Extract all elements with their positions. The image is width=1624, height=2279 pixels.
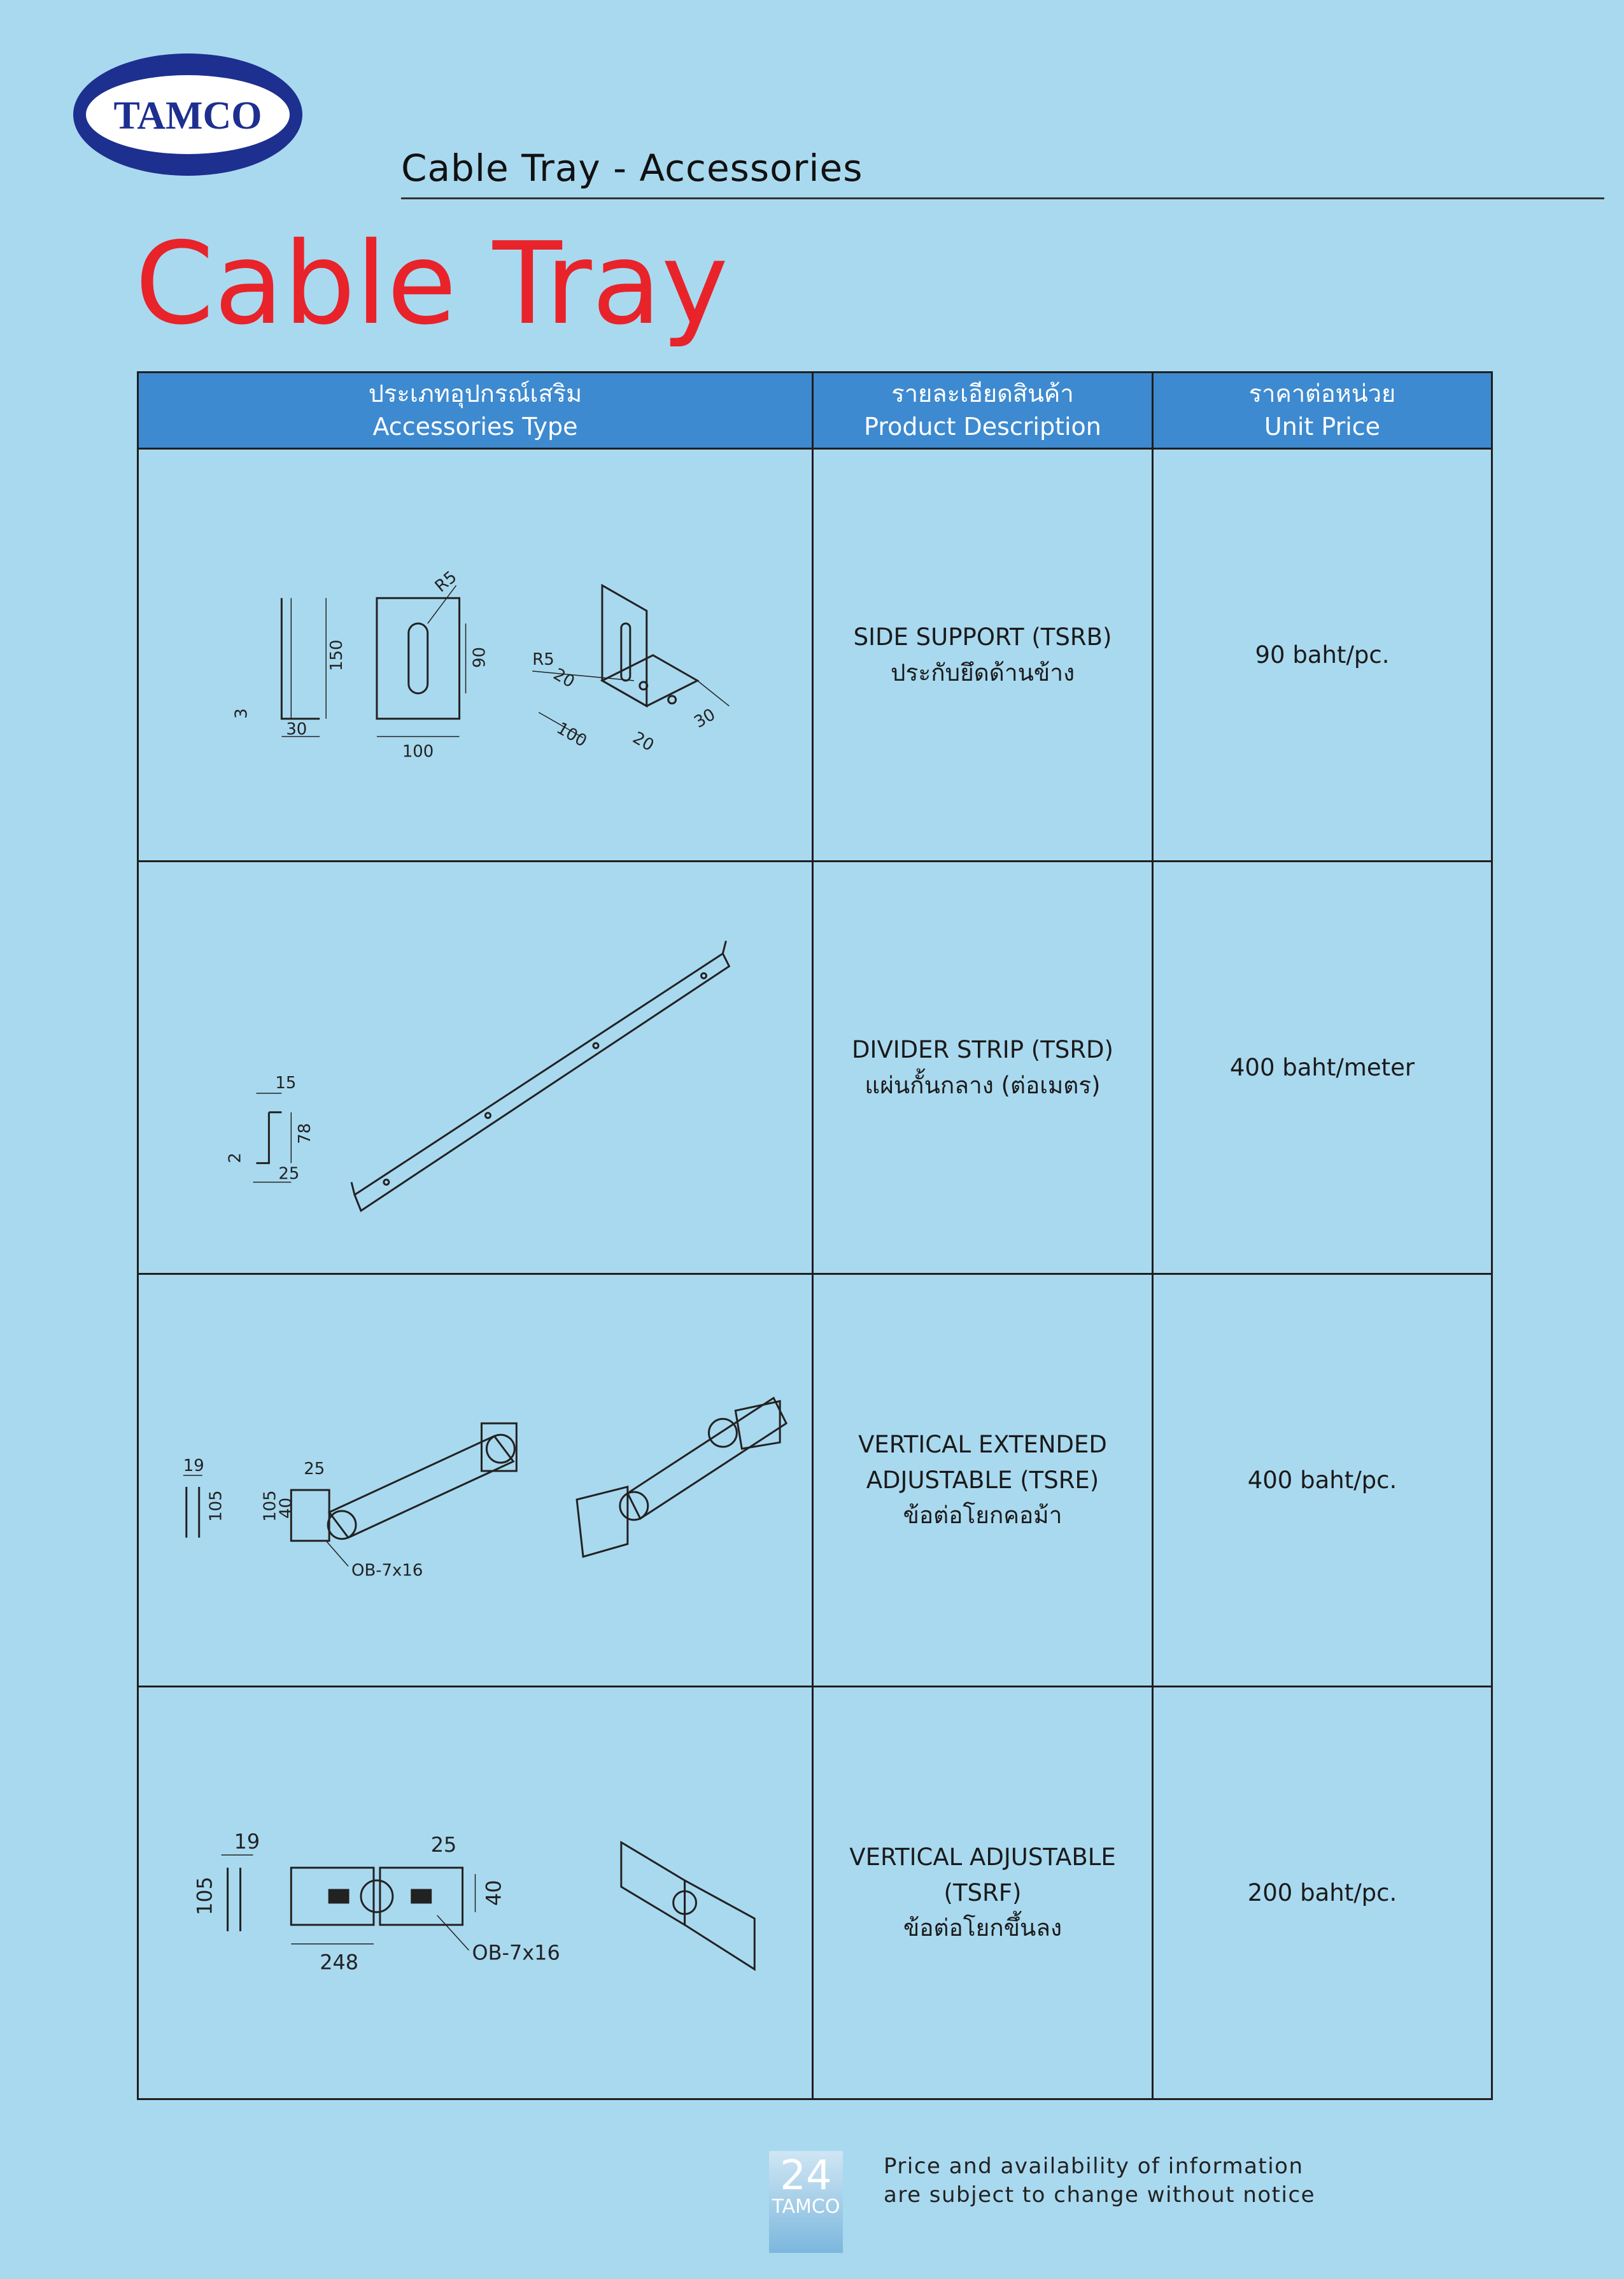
dim-label: 100 [402,742,434,762]
side-support-drawing [138,449,813,862]
header-en-text: Accessories Type [372,412,578,441]
dim-label: 78 [295,1123,315,1144]
dim-label: R5 [431,567,461,596]
footer-note [884,2152,1315,2210]
unit-price: 400 baht/pc. [1153,1274,1492,1687]
table-row [138,1687,1492,2099]
dim-label: 90 [470,646,490,668]
table-row [138,449,1492,862]
dim-label: 25 [278,1164,300,1184]
description-line: ข้อต่อโยกขึ้นลง [903,1914,1063,1942]
header-th-text: รายละเอียดสินค้า [891,380,1074,408]
dim-label: 105 [260,1489,280,1522]
header-en-text: Unit Price [1264,412,1381,441]
dim-label: OB-7x16 [351,1561,423,1580]
description-line: ประกับยึดด้านข้าง [890,658,1075,686]
accessories-table [137,371,1493,2100]
header-th-text: ราคาต่อหน่วย [1248,380,1396,408]
vertical-adjustable-drawing [138,1687,813,2099]
description-line: แผ่นกั้นกลาง (ต่อเมตร) [865,1071,1101,1099]
dim-label: 40 [276,1497,296,1519]
dim-label: 248 [320,1950,359,1975]
header-unit-price [1153,373,1492,449]
tamco-logo [71,51,304,178]
product-description [813,1687,1153,2099]
dim-label: 15 [275,1073,297,1093]
dim-label: 105 [206,1489,226,1522]
unit-price: 90 baht/pc. [1153,449,1492,862]
page-title: Cable Tray [135,218,729,350]
header-accessories-type [138,373,813,449]
section-title: Cable Tray - Accessories [401,146,863,190]
header-th-text: ประเภทอุปกรณ์เสริม [368,380,583,408]
dim-label: R5 [532,650,554,669]
dim-label: 30 [286,720,307,739]
table-row [138,1274,1492,1687]
footer-brand: TAMCO [772,2196,840,2218]
product-description [813,862,1153,1274]
product-description [813,1274,1153,1687]
description-line: SIDE SUPPORT (TSRB) [853,623,1112,651]
dim-label: 19 [183,1456,204,1475]
unit-price: 400 baht/meter [1153,862,1492,1274]
vertical-extended-drawing [138,1274,813,1687]
logo-text: TAMCO [113,94,262,138]
dim-label: 40 [481,1879,506,1906]
table-header-row [138,373,1492,449]
description-line: DIVIDER STRIP (TSRD) [852,1036,1113,1063]
description-line: ข้อต่อโยกคอม้า [903,1502,1063,1530]
divider-strip-drawing [138,862,813,1274]
dim-label: 105 [192,1876,217,1915]
dim-label: 100 [553,718,590,751]
footer-note-line: are subject to change without notice [884,2182,1316,2208]
description-line: VERTICAL ADJUSTABLE [849,1843,1116,1871]
dim-label: 30 [691,704,719,732]
unit-price: 200 baht/pc. [1153,1687,1492,2099]
footer-note-line: Price and availability of information [884,2154,1304,2179]
header-divider [401,197,1604,199]
dim-label: 150 [327,639,347,671]
description-line: ADJUSTABLE (TSRE) [866,1466,1099,1494]
header-en-text: Product Description [864,412,1101,441]
dim-label: 20 [549,664,578,692]
dim-label: 25 [430,1832,457,1857]
page-number: 24 [780,2152,832,2199]
description-line: (TSRF) [943,1878,1022,1906]
dim-label: 25 [304,1459,325,1479]
dim-label: 3 [232,707,251,719]
dim-label: OB-7x16 [472,1940,560,1965]
header-product-description [813,373,1153,449]
dim-label: 20 [629,728,658,755]
description-line: VERTICAL EXTENDED [858,1431,1107,1459]
product-description [813,449,1153,862]
dim-label: 19 [234,1829,260,1854]
table-row [138,862,1492,1274]
dim-label: 2 [225,1152,245,1163]
